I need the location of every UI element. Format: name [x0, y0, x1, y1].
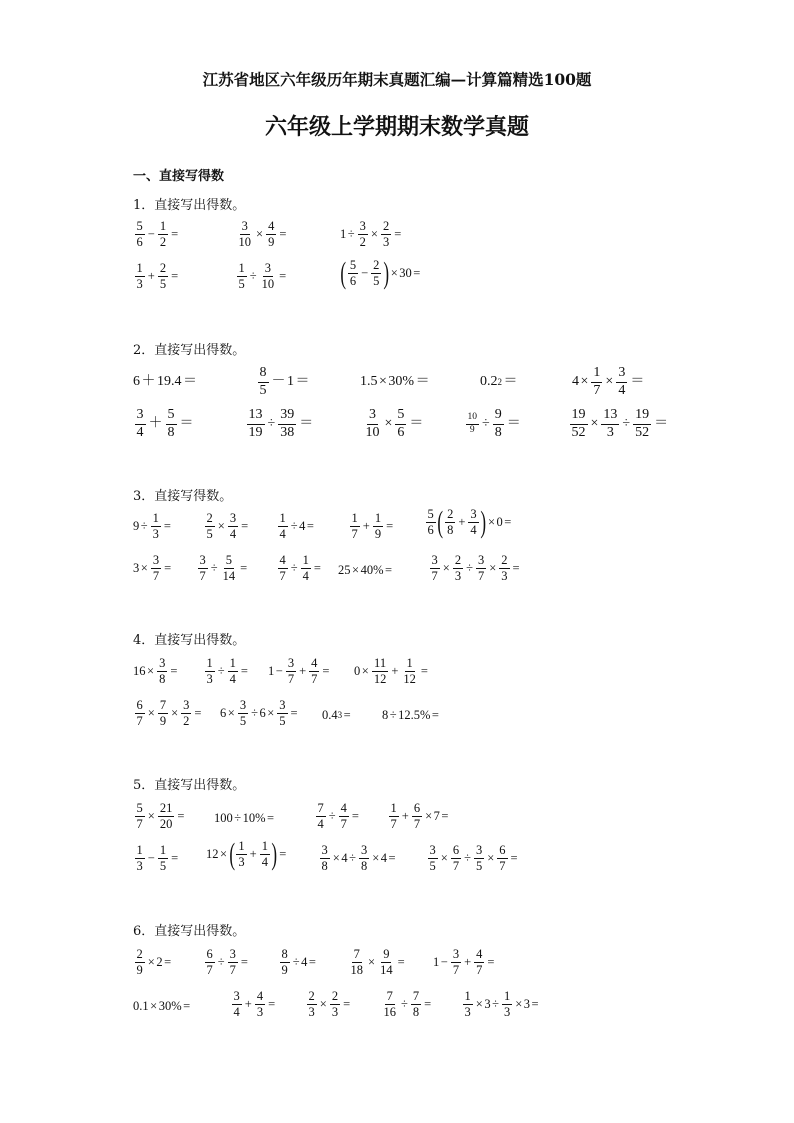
- question-label-1: 1．直接写出得数。: [133, 198, 246, 213]
- q5-expr-8: $\frac{3}{5}$ × $\frac{6}{7}$ ÷ $\frac{3}{5}$ × $\frac{6}{7}$ =: [429, 843, 518, 874]
- q3-expr-9: 25 × 40% =: [338, 563, 393, 577]
- q3-expr-3: $\frac{1}{4}$ ÷ 4 =: [279, 511, 314, 542]
- q1-expr-5: $\frac{1}{5}$ ÷ $\frac{3}{10}$ =: [238, 261, 287, 292]
- q1-expr-4: $\frac{1}{3}$ + $\frac{2}{5}$ =: [136, 261, 179, 292]
- q2-expr-7: $\frac{13}{19}$ ÷ $\frac{39}{38}$ ＝: [248, 407, 314, 440]
- document-supertitle: 江苏省地区六年级历年期末真题汇编—计算篇精选100题: [202, 70, 592, 89]
- q6-expr-2: $\frac{6}{7}$ ÷ $\frac{3}{7}$ =: [206, 947, 248, 978]
- section-heading: 一、直接写得数: [133, 169, 225, 184]
- q2-expr-6: $\frac{3}{4}$ ＋ $\frac{5}{8}$ ＝: [136, 407, 194, 440]
- q5-expr-1: $\frac{5}{7}$ × $\frac{21}{20}$ =: [136, 801, 185, 832]
- q4-expr-3: 1 − $\frac{3}{7}$ + $\frac{4}{7}$ =: [268, 656, 330, 687]
- q6-expr-5: 1 − $\frac{3}{7}$ + $\frac{4}{7}$ =: [433, 947, 495, 978]
- q6-expr-7: $\frac{3}{4}$ + $\frac{4}{3}$ =: [233, 989, 276, 1020]
- q1-expr-2: $\frac{3}{10}$ × $\frac{4}{9}$ =: [238, 219, 287, 250]
- q5-expr-6: 12 × ( $\frac{1}{3}$ + $\frac{1}{4}$ ) =: [206, 836, 287, 872]
- question-label-6: 6．直接写出得数。: [133, 924, 246, 939]
- q4-expr-7: 0.4 3 =: [322, 708, 351, 722]
- q2-expr-3: 1.5 × 30% ＝: [360, 374, 430, 389]
- q4-expr-2: $\frac{1}{3}$ ÷ $\frac{1}{4}$ =: [206, 656, 248, 687]
- q2-expr-9: $\frac{10}{9}$ ÷ $\frac{9}{8}$ ＝: [467, 407, 521, 440]
- q5-expr-7: $\frac{3}{8}$ × 4 ÷ $\frac{3}{8}$ × 4 =: [321, 843, 396, 874]
- q6-expr-8: $\frac{2}{3}$ × $\frac{2}{3}$ =: [308, 989, 351, 1020]
- q3-expr-6: 3 × $\frac{3}{7}$ =: [133, 553, 172, 584]
- q6-expr-3: $\frac{8}{9}$ ÷ 4 =: [281, 947, 316, 978]
- q3-expr-7: $\frac{3}{7}$ ÷ $\frac{5}{14}$ =: [199, 553, 248, 584]
- q3-expr-2: $\frac{2}{5}$ × $\frac{3}{4}$ =: [206, 511, 249, 542]
- q4-expr-8: 8 ÷ 12.5% =: [382, 708, 439, 722]
- q3-expr-1: 9 ÷ $\frac{1}{3}$ =: [133, 511, 171, 542]
- q5-expr-3: $\frac{7}{4}$ ÷ $\frac{4}{7}$ =: [317, 801, 359, 832]
- q6-expr-10: $\frac{1}{3}$ × 3 ÷ $\frac{1}{3}$ × 3 =: [464, 989, 539, 1020]
- question-label-3: 3．直接写得数。: [133, 489, 233, 504]
- q2-expr-5: 4 × $\frac{1}{7}$ × $\frac{3}{4}$ ＝: [572, 365, 645, 398]
- q2-expr-10: $\frac{19}{52}$ × $\frac{13}{3}$ ÷ $\frac{19}{52}$ ＝: [571, 407, 669, 440]
- q6-expr-4: $\frac{7}{18}$ × $\frac{9}{14}$ =: [350, 947, 405, 978]
- document-title: 六年级上学期期末数学真题: [264, 114, 529, 140]
- question-label-4: 4．直接写出得数。: [133, 633, 246, 648]
- q5-expr-4: $\frac{1}{7}$ + $\frac{6}{7}$ × 7 =: [390, 801, 449, 832]
- q3-expr-4: $\frac{1}{7}$ + $\frac{1}{9}$ =: [351, 511, 394, 542]
- q5-expr-2: 100 ÷ 10% =: [214, 811, 275, 825]
- q2-expr-8: $\frac{3}{10}$ × $\frac{5}{6}$ ＝: [365, 407, 424, 440]
- q4-expr-4: 0 × $\frac{11}{12}$ + $\frac{1}{12}$ =: [354, 656, 428, 687]
- q4-expr-5: $\frac{6}{7}$ × $\frac{7}{9}$ × $\frac{3}{2}$ =: [136, 698, 202, 729]
- question-label-2: 2．直接写出得数。: [133, 343, 246, 358]
- q6-expr-1: $\frac{2}{9}$ × 2 =: [136, 947, 172, 978]
- q1-expr-6: ( $\frac{5}{6}$ − $\frac{2}{5}$ ) × 30 =: [340, 255, 421, 291]
- q2-expr-2: $\frac{8}{5}$ － 1 ＝: [259, 365, 310, 398]
- q6-expr-6: 0.1 × 30% =: [133, 999, 191, 1013]
- q4-expr-1: 16 × $\frac{3}{8}$ =: [133, 656, 178, 687]
- q2-expr-1: 6 ＋ 19.4 ＝: [133, 374, 197, 389]
- q1-expr-1: $\frac{5}{6}$ − $\frac{1}{2}$ =: [136, 219, 179, 250]
- q3-expr-10: $\frac{3}{7}$ × $\frac{2}{3}$ ÷ $\frac{3}{7}$ × $\frac{2}{3}$ =: [431, 553, 520, 584]
- question-label-5: 5．直接写出得数。: [133, 778, 246, 793]
- q5-expr-5: $\frac{1}{3}$ − $\frac{1}{5}$ =: [136, 843, 179, 874]
- q3-expr-8: $\frac{4}{7}$ ÷ $\frac{1}{4}$ =: [279, 553, 321, 584]
- q1-expr-3: 1 ÷ $\frac{3}{2}$ × $\frac{2}{3}$ =: [340, 219, 402, 250]
- q2-expr-4: 0.2 2 ＝: [480, 374, 518, 389]
- q3-expr-5: $\frac{5}{6}$ ( $\frac{2}{8}$ + $\frac{3}{4}$ ) × 0 =: [427, 504, 512, 540]
- q4-expr-6: 6 × $\frac{3}{5}$ ÷ 6 × $\frac{3}{5}$ =: [220, 698, 298, 729]
- q6-expr-9: $\frac{7}{16}$ ÷ $\frac{7}{8}$ =: [383, 989, 432, 1020]
